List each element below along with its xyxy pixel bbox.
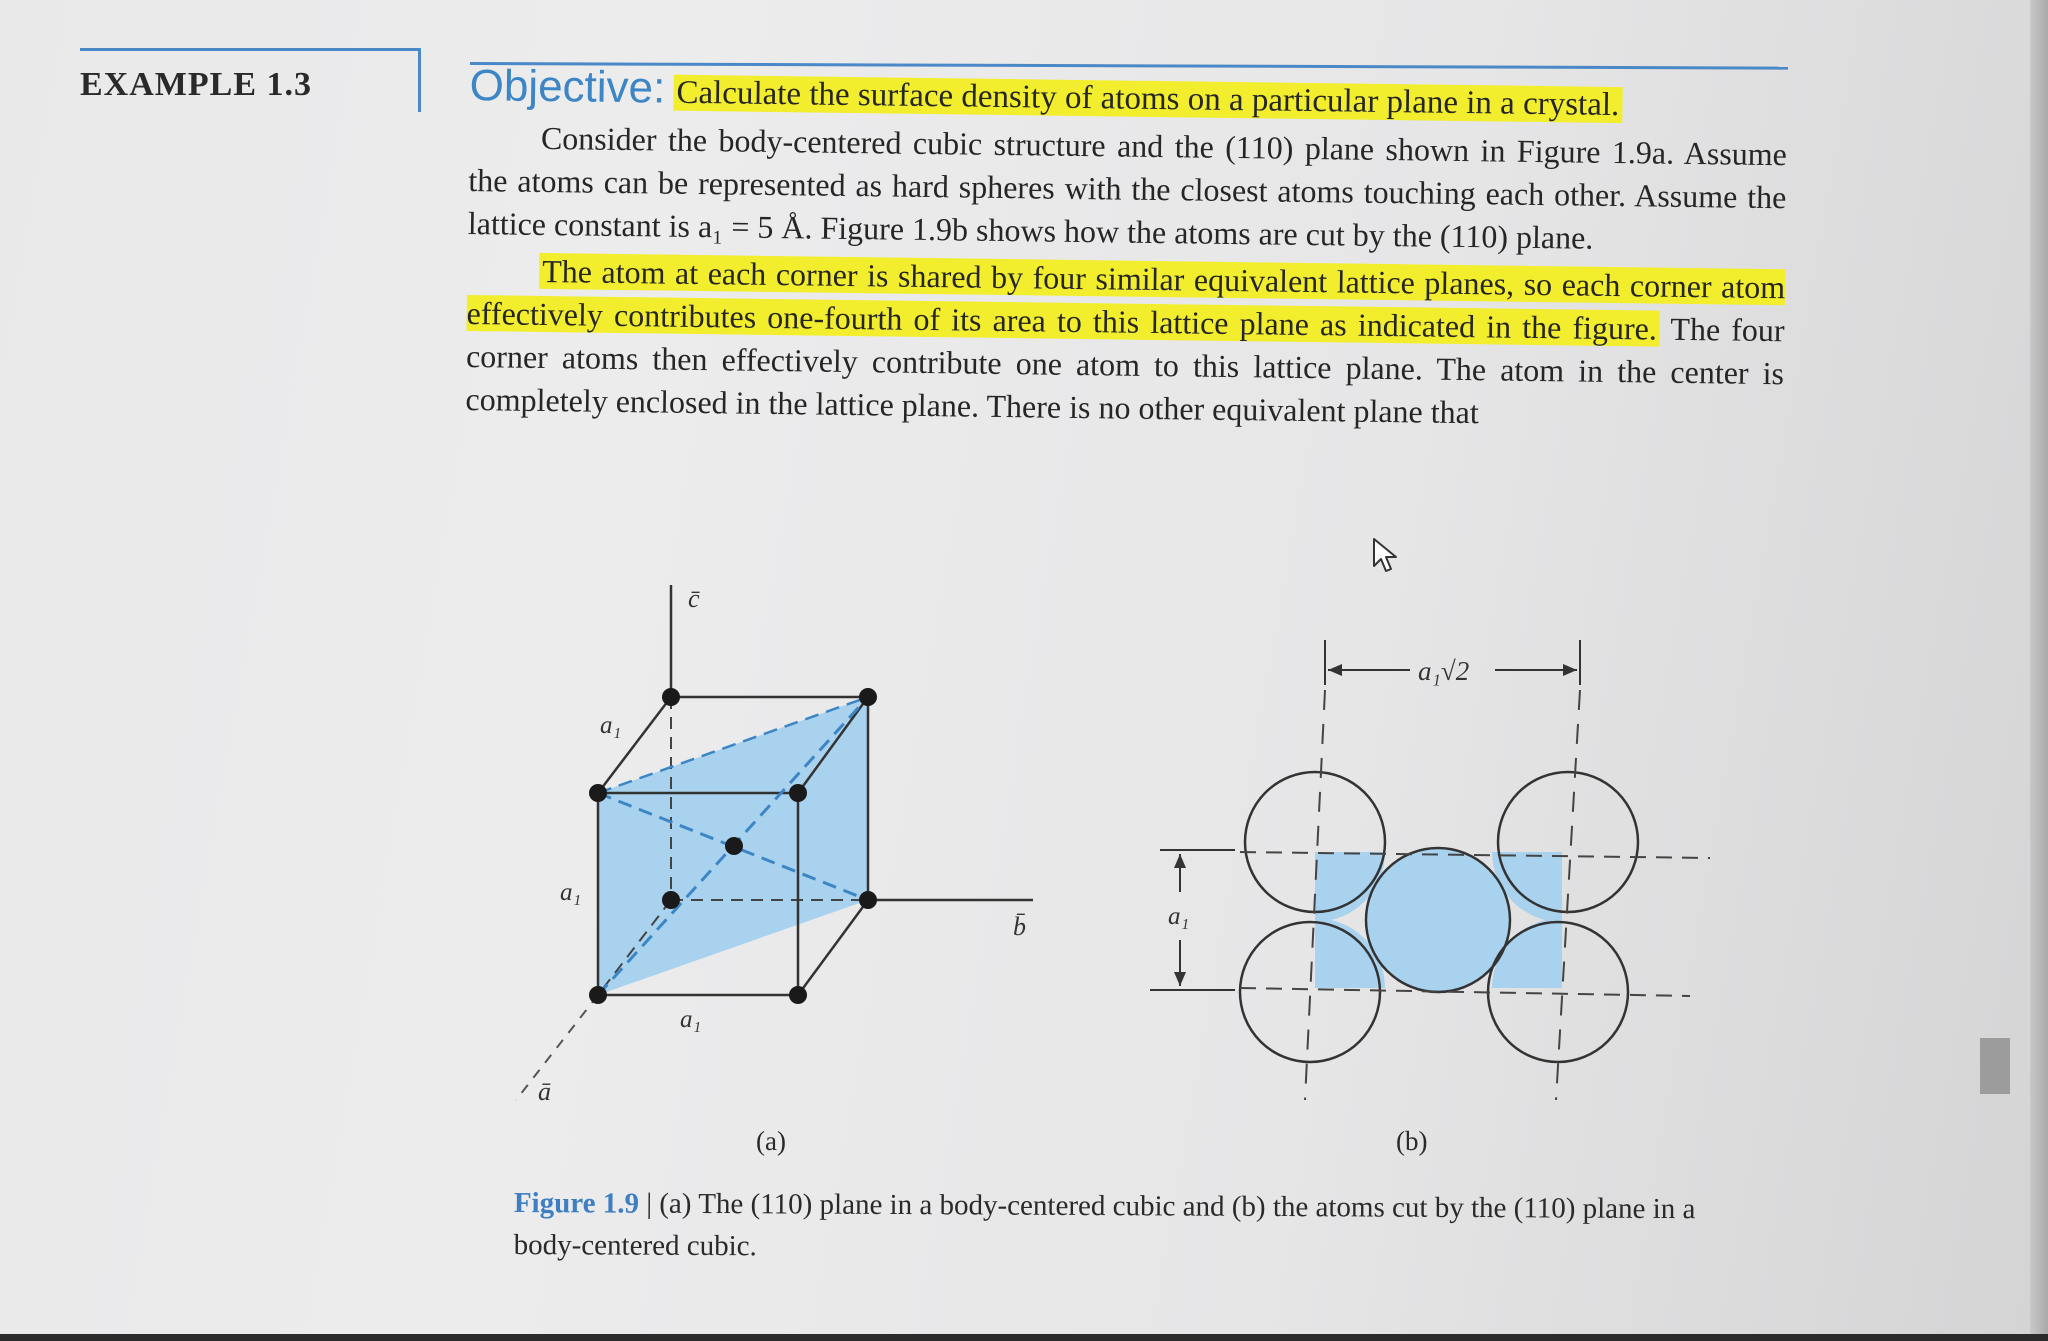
width-label: a₁√2 bbox=[1418, 656, 1470, 686]
atom-corner bbox=[589, 986, 607, 1004]
indent bbox=[469, 148, 541, 149]
figure-b-110-plane-atoms bbox=[1140, 630, 1720, 1120]
caption-text: (a) The (110) plane in a body-centered cubic and (b) the atoms cut by the (110) plane in a body-centered cubic. bbox=[513, 1187, 1696, 1263]
monitor-bezel bbox=[0, 1334, 2048, 1341]
figure-caption bbox=[514, 1182, 1714, 1272]
paragraph-2-text: The four corner atoms then effectively contribute one atom to this lattice plane. The atom in the center is completely enclosed in the lattice plane. There is no other equivalent plane that bbox=[465, 310, 1785, 431]
corner-atom bbox=[1240, 922, 1380, 1062]
atom-corner bbox=[859, 891, 877, 909]
edge-label-side: a₁ bbox=[560, 879, 582, 906]
axis-a-label: ā bbox=[538, 1077, 551, 1106]
caption-separator: | bbox=[638, 1187, 660, 1220]
header-rule-left bbox=[80, 48, 420, 51]
atom-corner bbox=[789, 784, 807, 802]
center-atom bbox=[1366, 848, 1510, 992]
corner-atom-fill bbox=[1492, 782, 1632, 922]
paragraph-2-highlighted: The atom at each corner is shared by four similar equivalent lattice planes, so each corner atom effectively contributes one-fourth of its area to this lattice plane as indicated in the figure. bbox=[466, 252, 1786, 347]
atom-center bbox=[725, 837, 743, 855]
caption-figure-number: Figure 1.9 bbox=[513, 1186, 640, 1220]
paragraph-1-text: Consider the body-centered cubic structure and the (110) plane shown in Figure 1.9a. Assume the atoms can be represented as hard spheres with the closest atoms touching each other. Assume the lattice constant is a₁ = 5 Å. Figure 1.9b shows how the atoms are cut by the (110) plane. bbox=[467, 119, 1788, 256]
indent bbox=[467, 281, 539, 282]
paragraph-2 bbox=[465, 249, 1785, 438]
objective-heading: Objective: bbox=[469, 60, 666, 113]
corner-atom bbox=[1498, 772, 1638, 912]
atom-corner bbox=[589, 784, 607, 802]
axis-b-label: b̄ bbox=[1013, 912, 1026, 941]
height-label: a₁ bbox=[1168, 903, 1190, 930]
arrowhead-left bbox=[1328, 664, 1342, 676]
figure-a-bcc-cube bbox=[498, 565, 1078, 1125]
arrowhead-down bbox=[1174, 972, 1186, 986]
header-rule-tick bbox=[418, 48, 421, 112]
edge-label-bottom: a₁ bbox=[680, 1006, 702, 1033]
mouse-pointer-icon bbox=[1370, 536, 1404, 576]
atom-corner bbox=[789, 986, 807, 1004]
scrollbar-thumb[interactable] bbox=[1980, 1038, 2010, 1094]
axis-a-line bbox=[516, 995, 598, 1100]
atom-corner bbox=[662, 891, 680, 909]
example-label: EXAMPLE 1.3 bbox=[80, 66, 312, 103]
arrowhead-right bbox=[1563, 664, 1577, 676]
arrowhead-up bbox=[1174, 854, 1186, 868]
axis-c-label: c̄ bbox=[688, 584, 700, 613]
figure-a-sublabel: (a) bbox=[756, 1126, 786, 1156]
atom-corner bbox=[662, 688, 680, 706]
objective-text-highlighted: Calculate the surface density of atoms on a particular plane in a crystal. bbox=[673, 75, 1622, 123]
guide-horizontal bbox=[1240, 988, 1690, 996]
figure-b-sublabel: (b) bbox=[1396, 1126, 1428, 1156]
example-body bbox=[465, 60, 1788, 438]
edge-label-top: a₁ bbox=[600, 712, 622, 739]
paragraph-1 bbox=[468, 116, 1788, 262]
screen-edge bbox=[2030, 0, 2048, 1334]
atom-corner bbox=[859, 688, 877, 706]
